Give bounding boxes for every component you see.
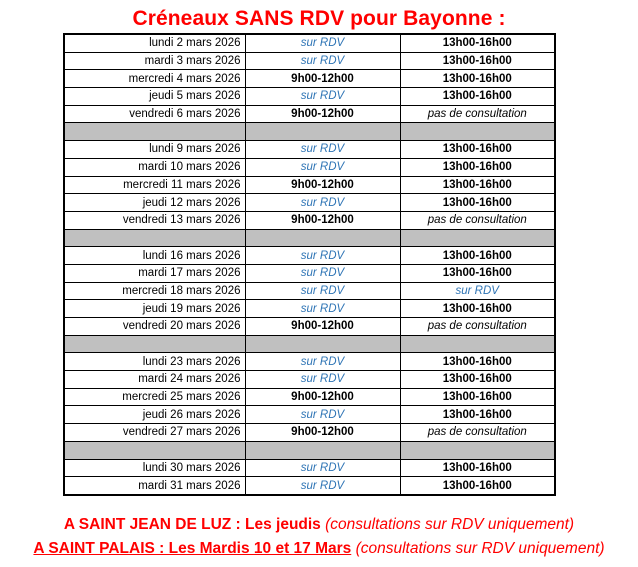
day-date: jeudi 19 mars 2026 <box>64 300 245 318</box>
schedule-row <box>64 388 555 406</box>
afternoon-slot: 13h00-16h00 <box>400 70 555 88</box>
separator-cell <box>400 123 555 141</box>
separator-cell <box>400 441 555 459</box>
morning-slot: sur RDV <box>245 477 400 495</box>
week-separator <box>64 441 555 459</box>
morning-slot: sur RDV <box>245 459 400 477</box>
day-date: mercredi 25 mars 2026 <box>64 388 245 406</box>
day-date: lundi 16 mars 2026 <box>64 247 245 265</box>
separator-cell <box>245 123 400 141</box>
schedule-row <box>64 34 555 52</box>
afternoon-slot: 13h00-16h00 <box>400 34 555 52</box>
morning-slot: 9h00-12h00 <box>245 318 400 336</box>
schedule-row <box>64 353 555 371</box>
note-saint-jean-de-luz-detail: (consultations sur RDV uniquement) <box>320 516 575 533</box>
morning-slot: sur RDV <box>245 371 400 389</box>
afternoon-slot: 13h00-16h00 <box>400 52 555 70</box>
morning-slot: 9h00-12h00 <box>245 211 400 229</box>
afternoon-slot: 13h00-16h00 <box>400 300 555 318</box>
day-date: lundi 23 mars 2026 <box>64 353 245 371</box>
afternoon-slot: 13h00-16h00 <box>400 371 555 389</box>
schedule-row <box>64 282 555 300</box>
schedule-row <box>64 70 555 88</box>
separator-cell <box>400 229 555 247</box>
schedule-row <box>64 300 555 318</box>
day-date: mardi 17 mars 2026 <box>64 264 245 282</box>
schedule-row <box>64 371 555 389</box>
morning-slot: sur RDV <box>245 406 400 424</box>
schedule-row <box>64 424 555 442</box>
separator-cell <box>245 335 400 353</box>
afternoon-slot: pas de consultation <box>400 318 555 336</box>
separator-cell <box>64 229 245 247</box>
morning-slot: 9h00-12h00 <box>245 176 400 194</box>
afternoon-slot: 13h00-16h00 <box>400 247 555 265</box>
schedule-row <box>64 176 555 194</box>
afternoon-slot: 13h00-16h00 <box>400 158 555 176</box>
note-saint-palais-place: A SAINT PALAIS : Les Mardis 10 et 17 Mars <box>33 540 352 557</box>
schedule-row <box>64 141 555 159</box>
morning-slot: sur RDV <box>245 52 400 70</box>
day-date: mardi 10 mars 2026 <box>64 158 245 176</box>
day-date: vendredi 27 mars 2026 <box>64 424 245 442</box>
day-date: lundi 2 mars 2026 <box>64 34 245 52</box>
separator-cell <box>400 335 555 353</box>
day-date: lundi 9 mars 2026 <box>64 141 245 159</box>
day-date: mardi 31 mars 2026 <box>64 477 245 495</box>
afternoon-slot: 13h00-16h00 <box>400 264 555 282</box>
day-date: mercredi 11 mars 2026 <box>64 176 245 194</box>
morning-slot: 9h00-12h00 <box>245 388 400 406</box>
afternoon-slot: 13h00-16h00 <box>400 194 555 212</box>
morning-slot: sur RDV <box>245 158 400 176</box>
schedule-row <box>64 459 555 477</box>
morning-slot: sur RDV <box>245 141 400 159</box>
schedule-row <box>64 211 555 229</box>
schedule-row <box>64 88 555 106</box>
day-date: jeudi 26 mars 2026 <box>64 406 245 424</box>
morning-slot: sur RDV <box>245 34 400 52</box>
day-date: jeudi 12 mars 2026 <box>64 194 245 212</box>
morning-slot: 9h00-12h00 <box>245 424 400 442</box>
morning-slot: 9h00-12h00 <box>245 70 400 88</box>
schedule-row <box>64 247 555 265</box>
schedule-row <box>64 477 555 495</box>
day-date: vendredi 13 mars 2026 <box>64 211 245 229</box>
day-date: vendredi 20 mars 2026 <box>64 318 245 336</box>
separator-cell <box>64 335 245 353</box>
schedule-row <box>64 406 555 424</box>
week-separator <box>64 229 555 247</box>
afternoon-slot: 13h00-16h00 <box>400 477 555 495</box>
schedule-row <box>64 158 555 176</box>
afternoon-slot: 13h00-16h00 <box>400 406 555 424</box>
day-date: lundi 30 mars 2026 <box>64 459 245 477</box>
day-date: mercredi 4 mars 2026 <box>64 70 245 88</box>
day-date: vendredi 6 mars 2026 <box>64 105 245 123</box>
day-date: jeudi 5 mars 2026 <box>64 88 245 106</box>
schedule-row <box>64 194 555 212</box>
separator-cell <box>64 441 245 459</box>
separator-cell <box>245 229 400 247</box>
day-date: mercredi 18 mars 2026 <box>64 282 245 300</box>
afternoon-slot: 13h00-16h00 <box>400 459 555 477</box>
schedule-row <box>64 105 555 123</box>
separator-cell <box>64 123 245 141</box>
morning-slot: sur RDV <box>245 88 400 106</box>
week-separator <box>64 123 555 141</box>
note-saint-jean-de-luz <box>0 515 638 535</box>
afternoon-slot: pas de consultation <box>400 105 555 123</box>
separator-cell <box>245 441 400 459</box>
morning-slot: sur RDV <box>245 353 400 371</box>
schedule-table <box>63 33 556 496</box>
afternoon-slot: 13h00-16h00 <box>400 141 555 159</box>
note-saint-palais-detail: (consultations sur RDV uniquement) <box>351 540 605 557</box>
morning-slot: sur RDV <box>245 264 400 282</box>
afternoon-slot: 13h00-16h00 <box>400 353 555 371</box>
afternoon-slot: pas de consultation <box>400 211 555 229</box>
morning-slot: sur RDV <box>245 282 400 300</box>
afternoon-slot: 13h00-16h00 <box>400 88 555 106</box>
note-saint-jean-de-luz-place: A SAINT JEAN DE LUZ : Les jeudis <box>63 516 321 533</box>
schedule-row <box>64 264 555 282</box>
day-date: mardi 3 mars 2026 <box>64 52 245 70</box>
morning-slot: sur RDV <box>245 300 400 318</box>
page-title: Créneaux SANS RDV pour Bayonne : <box>132 7 506 30</box>
schedule-row <box>64 52 555 70</box>
morning-slot: sur RDV <box>245 194 400 212</box>
morning-slot: 9h00-12h00 <box>245 105 400 123</box>
note-saint-palais <box>0 539 638 559</box>
day-date: mardi 24 mars 2026 <box>64 371 245 389</box>
afternoon-slot: 13h00-16h00 <box>400 388 555 406</box>
afternoon-slot: sur RDV <box>400 282 555 300</box>
morning-slot: sur RDV <box>245 247 400 265</box>
week-separator <box>64 335 555 353</box>
schedule-row <box>64 318 555 336</box>
schedule-body <box>64 34 555 495</box>
afternoon-slot: pas de consultation <box>400 424 555 442</box>
afternoon-slot: 13h00-16h00 <box>400 176 555 194</box>
